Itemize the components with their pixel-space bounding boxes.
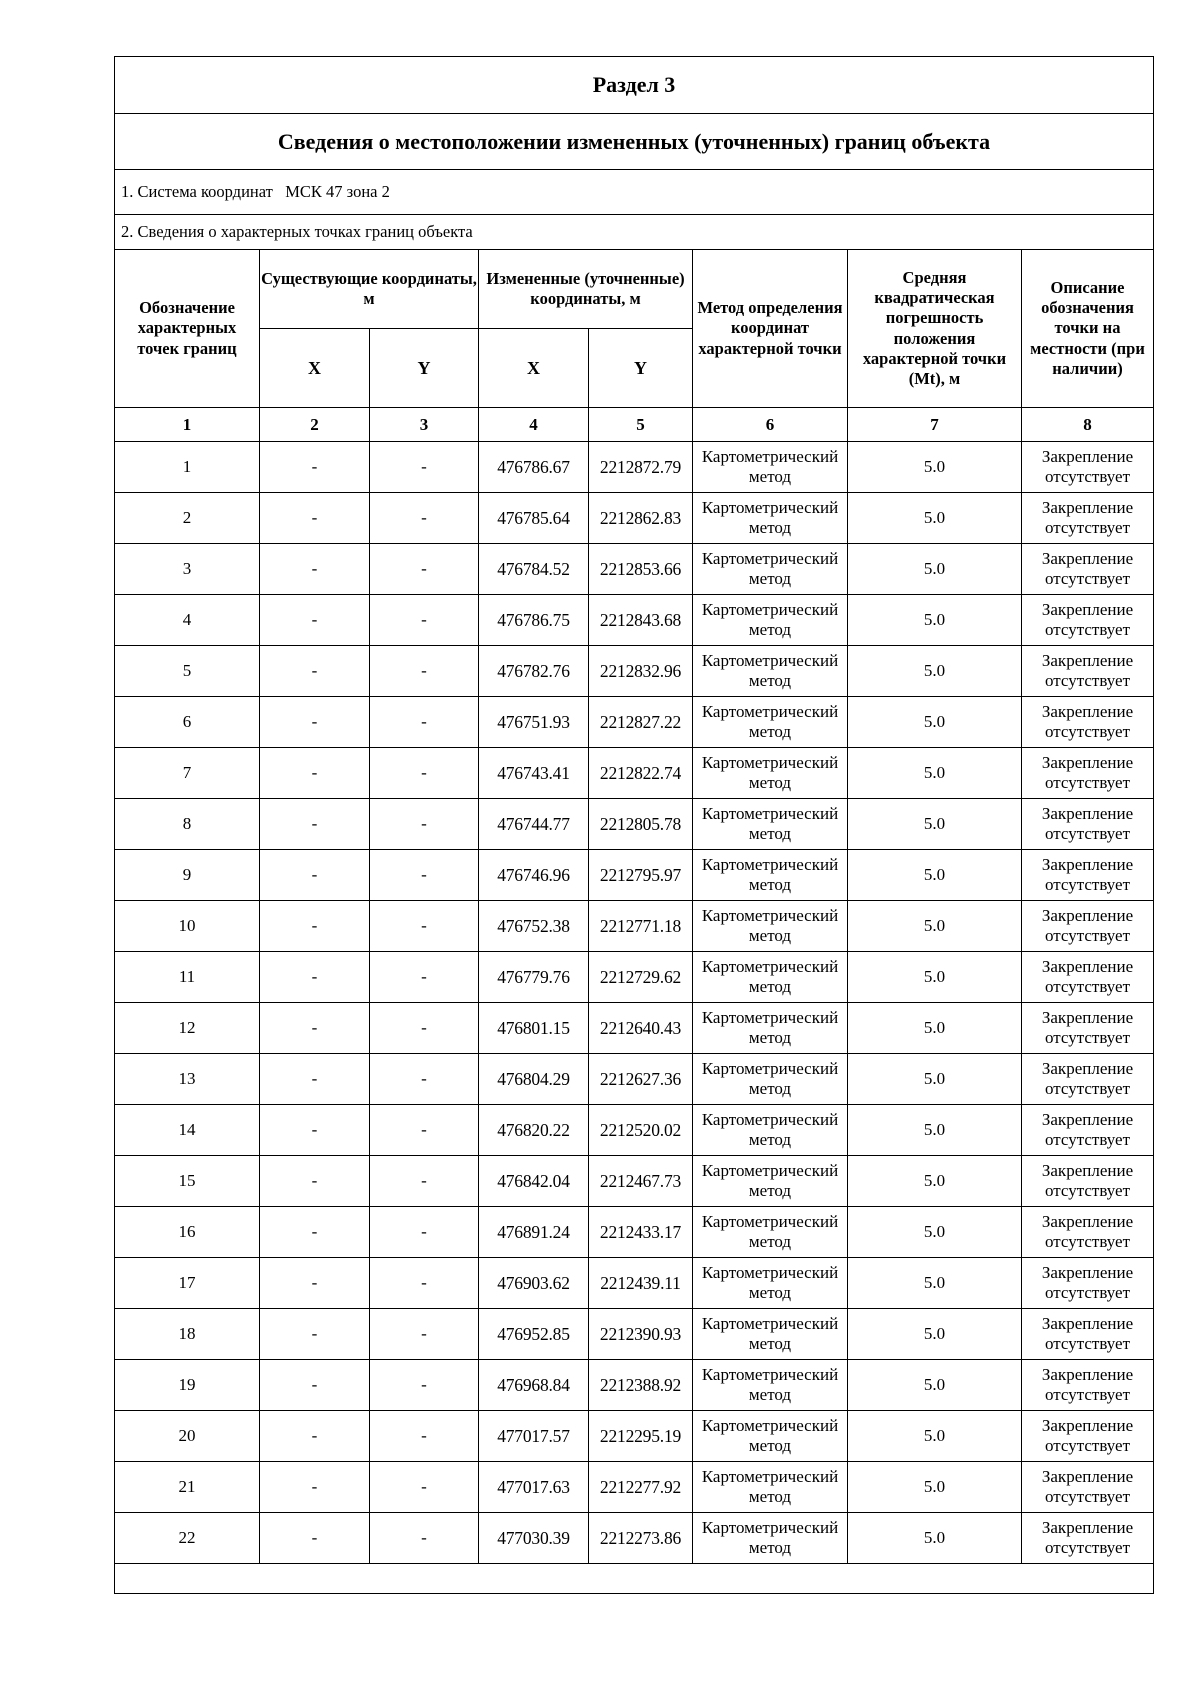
cell-existing-x: - <box>260 544 370 595</box>
cell-changed-x: 476842.04 <box>479 1156 589 1207</box>
cell-error: 5.0 <box>848 1462 1022 1513</box>
cell-point-number: 8 <box>115 799 260 850</box>
cell-changed-x: 477017.63 <box>479 1462 589 1513</box>
cell-existing-x: - <box>260 1054 370 1105</box>
cell-changed-y: 2212872.79 <box>589 442 693 493</box>
cell-description: Закрепление отсутствует <box>1022 1462 1154 1513</box>
cell-point-number: 7 <box>115 748 260 799</box>
cell-changed-y: 2212640.43 <box>589 1003 693 1054</box>
cell-point-number: 1 <box>115 442 260 493</box>
cell-point-number: 12 <box>115 1003 260 1054</box>
header-existing-y: Y <box>370 329 479 408</box>
table-row <box>115 1054 1154 1105</box>
table-row <box>115 1462 1154 1513</box>
cell-changed-y: 2212843.68 <box>589 595 693 646</box>
cell-method: Картометрический метод <box>693 901 848 952</box>
cell-changed-x: 476786.75 <box>479 595 589 646</box>
cell-method: Картометрический метод <box>693 1207 848 1258</box>
cell-point-number: 10 <box>115 901 260 952</box>
cell-existing-x: - <box>260 1513 370 1564</box>
cell-existing-x: - <box>260 442 370 493</box>
table-row <box>115 1156 1154 1207</box>
cell-changed-y: 2212295.19 <box>589 1411 693 1462</box>
table-row <box>115 952 1154 1003</box>
cell-description: Закрепление отсутствует <box>1022 799 1154 850</box>
header-error: Средняя квадратическая погрешность положения характерной точки (Mt), м <box>848 250 1022 408</box>
column-number: 7 <box>848 408 1022 442</box>
cell-error: 5.0 <box>848 850 1022 901</box>
cell-existing-y: - <box>370 646 479 697</box>
coordinate-system-value: МСК 47 зона 2 <box>285 182 390 201</box>
cell-description: Закрепление отсутствует <box>1022 1513 1154 1564</box>
column-number: 3 <box>370 408 479 442</box>
cell-point-number: 15 <box>115 1156 260 1207</box>
cell-point-number: 2 <box>115 493 260 544</box>
table-footer-row <box>115 1564 1154 1594</box>
cell-method: Картометрический метод <box>693 1462 848 1513</box>
cell-method: Картометрический метод <box>693 1360 848 1411</box>
cell-description: Закрепление отсутствует <box>1022 1003 1154 1054</box>
table-row <box>115 493 1154 544</box>
cell-error: 5.0 <box>848 442 1022 493</box>
cell-existing-y: - <box>370 1411 479 1462</box>
cell-description: Закрепление отсутствует <box>1022 748 1154 799</box>
cell-point-number: 3 <box>115 544 260 595</box>
table-row <box>115 646 1154 697</box>
cell-existing-x: - <box>260 850 370 901</box>
cell-changed-y: 2212729.62 <box>589 952 693 1003</box>
cell-existing-y: - <box>370 901 479 952</box>
cell-method: Картометрический метод <box>693 1309 848 1360</box>
table-row <box>115 1360 1154 1411</box>
cell-existing-y: - <box>370 1513 479 1564</box>
empty-footer-cell <box>115 1564 1154 1594</box>
cell-changed-x: 476779.76 <box>479 952 589 1003</box>
cell-existing-y: - <box>370 1207 479 1258</box>
cell-existing-x: - <box>260 952 370 1003</box>
table-row <box>115 1309 1154 1360</box>
cell-description: Закрепление отсутствует <box>1022 1156 1154 1207</box>
cell-description: Закрепление отсутствует <box>1022 646 1154 697</box>
cell-error: 5.0 <box>848 1360 1022 1411</box>
cell-method: Картометрический метод <box>693 1054 848 1105</box>
cell-changed-y: 2212627.36 <box>589 1054 693 1105</box>
cell-description: Закрепление отсутствует <box>1022 697 1154 748</box>
cell-point-number: 16 <box>115 1207 260 1258</box>
cell-changed-x: 476903.62 <box>479 1258 589 1309</box>
cell-existing-x: - <box>260 493 370 544</box>
cell-existing-y: - <box>370 1462 479 1513</box>
cell-method: Картометрический метод <box>693 595 848 646</box>
cell-existing-x: - <box>260 1207 370 1258</box>
cell-existing-y: - <box>370 697 479 748</box>
cell-existing-y: - <box>370 1360 479 1411</box>
cell-description: Закрепление отсутствует <box>1022 1105 1154 1156</box>
column-number: 6 <box>693 408 848 442</box>
cell-point-number: 13 <box>115 1054 260 1105</box>
cell-point-number: 18 <box>115 1309 260 1360</box>
cell-existing-y: - <box>370 1003 479 1054</box>
cell-description: Закрепление отсутствует <box>1022 1411 1154 1462</box>
cell-changed-y: 2212520.02 <box>589 1105 693 1156</box>
page-title: Сведения о местоположении измененных (уточненных) границ объекта <box>115 114 1154 170</box>
cell-changed-y: 2212822.74 <box>589 748 693 799</box>
cell-changed-x: 477017.57 <box>479 1411 589 1462</box>
cell-changed-x: 476968.84 <box>479 1360 589 1411</box>
table-row <box>115 799 1154 850</box>
cell-description: Закрепление отсутствует <box>1022 493 1154 544</box>
column-numbers-row <box>115 408 1154 442</box>
cell-description: Закрепление отсутствует <box>1022 1258 1154 1309</box>
table-row <box>115 697 1154 748</box>
cell-point-number: 5 <box>115 646 260 697</box>
cell-changed-y: 2212467.73 <box>589 1156 693 1207</box>
cell-error: 5.0 <box>848 1003 1022 1054</box>
cell-existing-y: - <box>370 544 479 595</box>
cell-method: Картометрический метод <box>693 1003 848 1054</box>
cell-existing-x: - <box>260 646 370 697</box>
cell-error: 5.0 <box>848 544 1022 595</box>
cell-point-number: 4 <box>115 595 260 646</box>
cell-changed-y: 2212771.18 <box>589 901 693 952</box>
cell-point-number: 11 <box>115 952 260 1003</box>
cell-description: Закрепление отсутствует <box>1022 1360 1154 1411</box>
table-row <box>115 544 1154 595</box>
cell-changed-y: 2212832.96 <box>589 646 693 697</box>
cell-existing-x: - <box>260 748 370 799</box>
cell-point-number: 20 <box>115 1411 260 1462</box>
cell-point-number: 21 <box>115 1462 260 1513</box>
cell-error: 5.0 <box>848 1309 1022 1360</box>
cell-description: Закрепление отсутствует <box>1022 1207 1154 1258</box>
cell-method: Картометрический метод <box>693 952 848 1003</box>
cell-error: 5.0 <box>848 901 1022 952</box>
cell-error: 5.0 <box>848 1207 1022 1258</box>
cell-changed-y: 2212277.92 <box>589 1462 693 1513</box>
cell-existing-x: - <box>260 697 370 748</box>
cell-error: 5.0 <box>848 646 1022 697</box>
cell-changed-x: 476784.52 <box>479 544 589 595</box>
cell-error: 5.0 <box>848 493 1022 544</box>
table-row <box>115 1513 1154 1564</box>
header-changed-y: Y <box>589 329 693 408</box>
cell-error: 5.0 <box>848 1513 1022 1564</box>
cell-changed-y: 2212853.66 <box>589 544 693 595</box>
cell-point-number: 9 <box>115 850 260 901</box>
header-existing-x: X <box>260 329 370 408</box>
cell-error: 5.0 <box>848 748 1022 799</box>
cell-point-number: 19 <box>115 1360 260 1411</box>
points-section-label: 2. Сведения о характерных точках границ объекта <box>115 215 1154 250</box>
cell-existing-y: - <box>370 1309 479 1360</box>
table-row <box>115 1258 1154 1309</box>
header-method: Метод определения координат характерной точки <box>693 250 848 408</box>
column-number: 2 <box>260 408 370 442</box>
cell-point-number: 17 <box>115 1258 260 1309</box>
cell-description: Закрепление отсутствует <box>1022 595 1154 646</box>
cell-existing-x: - <box>260 1156 370 1207</box>
cell-existing-x: - <box>260 901 370 952</box>
cell-changed-x: 476782.76 <box>479 646 589 697</box>
table-row <box>115 901 1154 952</box>
cell-method: Картометрический метод <box>693 799 848 850</box>
cell-error: 5.0 <box>848 1054 1022 1105</box>
section-table <box>114 56 1154 1594</box>
cell-description: Закрепление отсутствует <box>1022 952 1154 1003</box>
cell-error: 5.0 <box>848 1156 1022 1207</box>
cell-existing-y: - <box>370 748 479 799</box>
coordinate-system-label: 1. Система координат <box>121 182 273 201</box>
cell-changed-x: 476751.93 <box>479 697 589 748</box>
section-title: Раздел 3 <box>115 57 1154 114</box>
cell-changed-x: 476786.67 <box>479 442 589 493</box>
table-row <box>115 1003 1154 1054</box>
cell-existing-x: - <box>260 1003 370 1054</box>
table-row <box>115 1207 1154 1258</box>
cell-changed-x: 476752.38 <box>479 901 589 952</box>
header-changed-coordinates: Измененные (уточненные) координаты, м <box>479 250 693 329</box>
cell-point-number: 6 <box>115 697 260 748</box>
cell-existing-y: - <box>370 595 479 646</box>
cell-changed-x: 476952.85 <box>479 1309 589 1360</box>
cell-changed-y: 2212439.11 <box>589 1258 693 1309</box>
cell-existing-y: - <box>370 442 479 493</box>
cell-description: Закрепление отсутствует <box>1022 1309 1154 1360</box>
cell-method: Картометрический метод <box>693 850 848 901</box>
header-designation: Обозначение характерных точек границ <box>115 250 260 408</box>
table-row <box>115 1105 1154 1156</box>
coordinate-system-row <box>115 170 1154 215</box>
cell-changed-y: 2212862.83 <box>589 493 693 544</box>
table-row <box>115 442 1154 493</box>
cell-changed-x: 476804.29 <box>479 1054 589 1105</box>
cell-method: Картометрический метод <box>693 1513 848 1564</box>
header-existing-coordinates: Существующие координаты, м <box>260 250 479 329</box>
cell-existing-y: - <box>370 850 479 901</box>
cell-existing-y: - <box>370 1105 479 1156</box>
cell-description: Закрепление отсутствует <box>1022 850 1154 901</box>
cell-changed-y: 2212273.86 <box>589 1513 693 1564</box>
cell-method: Картометрический метод <box>693 697 848 748</box>
cell-method: Картометрический метод <box>693 748 848 799</box>
cell-changed-x: 476820.22 <box>479 1105 589 1156</box>
cell-method: Картометрический метод <box>693 442 848 493</box>
cell-error: 5.0 <box>848 1258 1022 1309</box>
cell-changed-y: 2212827.22 <box>589 697 693 748</box>
cell-changed-x: 477030.39 <box>479 1513 589 1564</box>
cell-existing-x: - <box>260 1258 370 1309</box>
cell-method: Картометрический метод <box>693 493 848 544</box>
cell-existing-x: - <box>260 595 370 646</box>
column-number: 4 <box>479 408 589 442</box>
table-row <box>115 595 1154 646</box>
cell-description: Закрепление отсутствует <box>1022 442 1154 493</box>
cell-method: Картометрический метод <box>693 1411 848 1462</box>
cell-method: Картометрический метод <box>693 1258 848 1309</box>
cell-method: Картометрический метод <box>693 1156 848 1207</box>
cell-error: 5.0 <box>848 1105 1022 1156</box>
cell-error: 5.0 <box>848 799 1022 850</box>
cell-method: Картометрический метод <box>693 544 848 595</box>
document-page <box>114 56 1153 1594</box>
cell-point-number: 22 <box>115 1513 260 1564</box>
cell-error: 5.0 <box>848 697 1022 748</box>
cell-existing-x: - <box>260 1309 370 1360</box>
cell-changed-y: 2212805.78 <box>589 799 693 850</box>
cell-existing-y: - <box>370 799 479 850</box>
header-description: Описание обозначения точки на местности (при наличии) <box>1022 250 1154 408</box>
header-changed-x: X <box>479 329 589 408</box>
column-number: 8 <box>1022 408 1154 442</box>
cell-changed-y: 2212390.93 <box>589 1309 693 1360</box>
cell-changed-x: 476785.64 <box>479 493 589 544</box>
cell-existing-y: - <box>370 493 479 544</box>
cell-existing-x: - <box>260 1360 370 1411</box>
cell-description: Закрепление отсутствует <box>1022 901 1154 952</box>
cell-changed-x: 476743.41 <box>479 748 589 799</box>
cell-existing-y: - <box>370 1156 479 1207</box>
cell-existing-x: - <box>260 1105 370 1156</box>
column-number: 1 <box>115 408 260 442</box>
cell-error: 5.0 <box>848 595 1022 646</box>
cell-error: 5.0 <box>848 1411 1022 1462</box>
cell-error: 5.0 <box>848 952 1022 1003</box>
cell-existing-x: - <box>260 1411 370 1462</box>
cell-changed-y: 2212388.92 <box>589 1360 693 1411</box>
cell-existing-x: - <box>260 799 370 850</box>
cell-point-number: 14 <box>115 1105 260 1156</box>
column-number: 5 <box>589 408 693 442</box>
cell-description: Закрепление отсутствует <box>1022 544 1154 595</box>
cell-changed-y: 2212433.17 <box>589 1207 693 1258</box>
cell-existing-y: - <box>370 952 479 1003</box>
table-row <box>115 1411 1154 1462</box>
cell-changed-x: 476746.96 <box>479 850 589 901</box>
cell-method: Картометрический метод <box>693 646 848 697</box>
table-row <box>115 748 1154 799</box>
cell-changed-x: 476744.77 <box>479 799 589 850</box>
cell-method: Картометрический метод <box>693 1105 848 1156</box>
cell-existing-x: - <box>260 1462 370 1513</box>
cell-changed-y: 2212795.97 <box>589 850 693 901</box>
cell-description: Закрепление отсутствует <box>1022 1054 1154 1105</box>
cell-existing-y: - <box>370 1054 479 1105</box>
table-row <box>115 850 1154 901</box>
cell-changed-x: 476891.24 <box>479 1207 589 1258</box>
cell-changed-x: 476801.15 <box>479 1003 589 1054</box>
cell-existing-y: - <box>370 1258 479 1309</box>
